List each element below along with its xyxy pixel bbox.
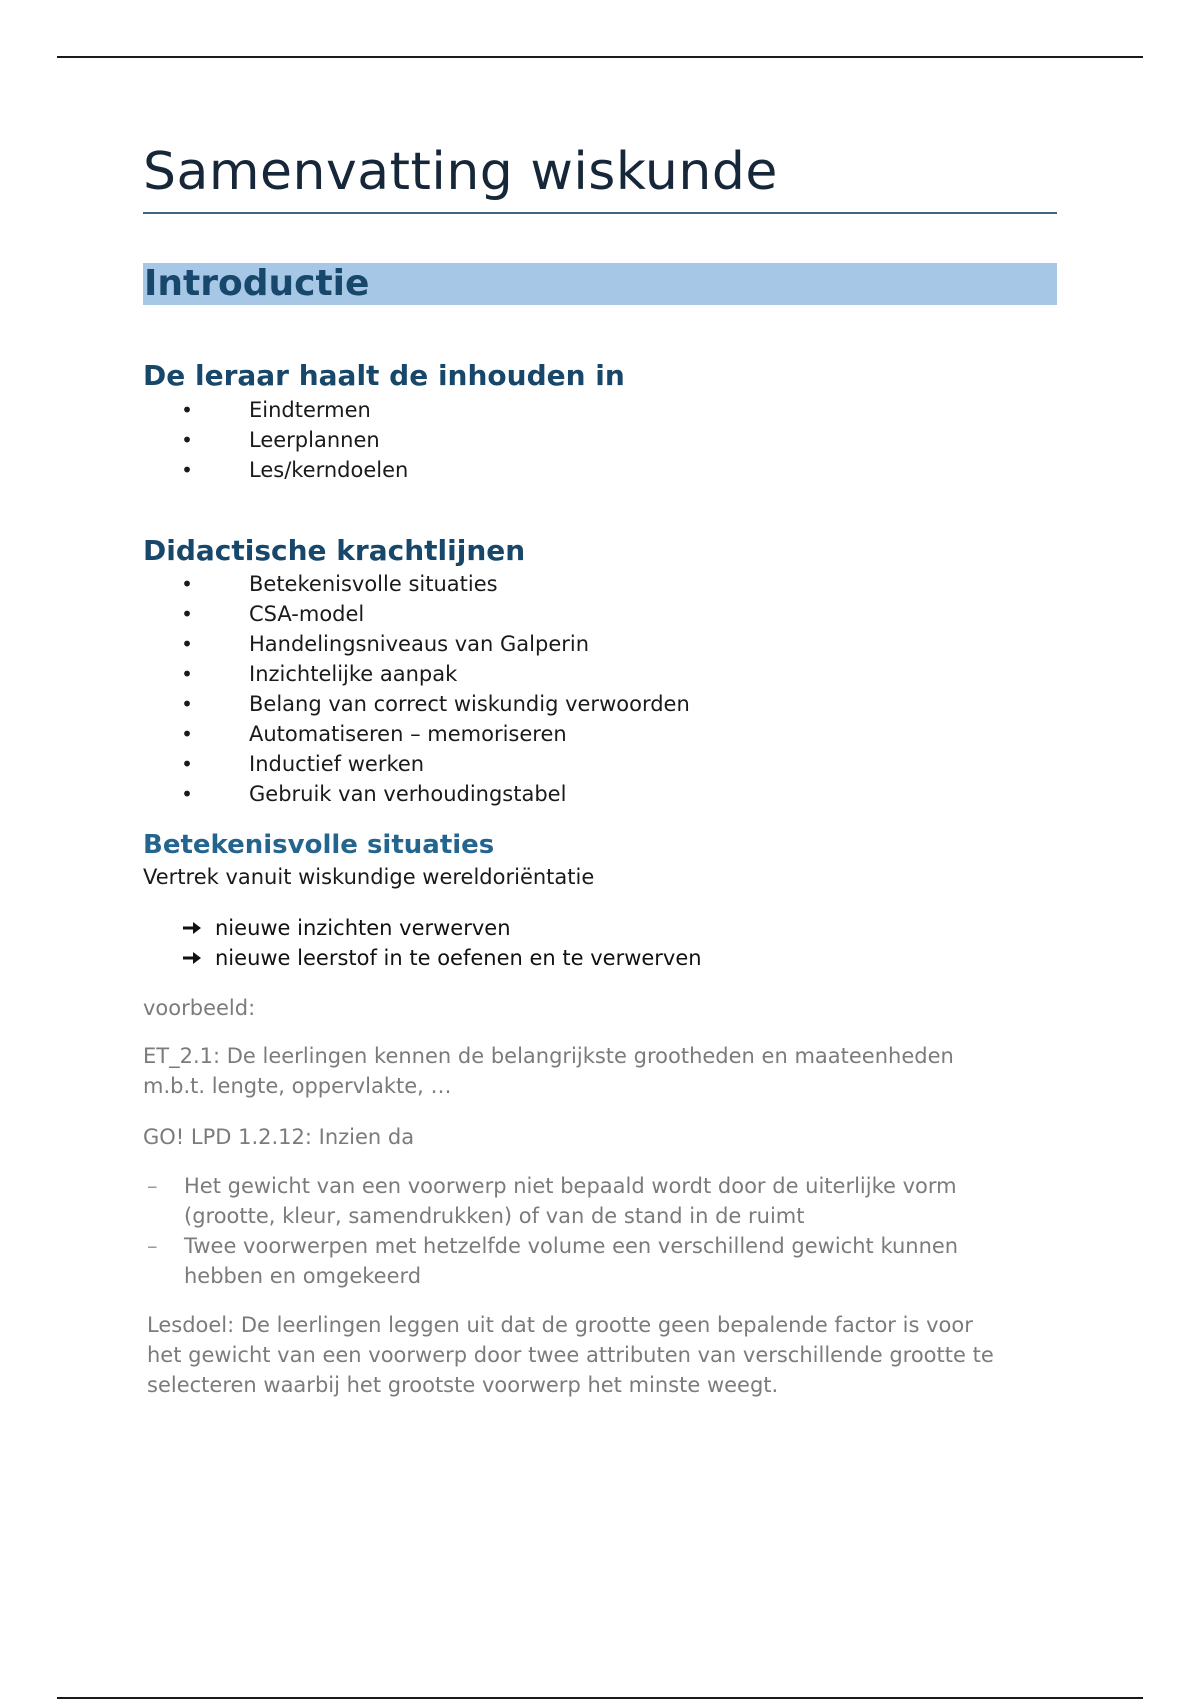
- list-item: [143, 1231, 1057, 1291]
- dash-list: [143, 1171, 1057, 1291]
- list-item-text: Automatiseren – memoriseren: [249, 722, 567, 746]
- section-band-introductie: [143, 263, 1057, 305]
- list-item-text: Les/kerndoelen: [249, 458, 409, 482]
- list-item-text: CSA-model: [249, 602, 365, 626]
- page-top-rule: [57, 56, 1143, 58]
- list-item-text-line: hebben en omgekeerd: [184, 1264, 422, 1288]
- bullet-icon: •: [181, 572, 193, 596]
- go-line: GO! LPD 1.2.12: Inzien da: [143, 1125, 415, 1149]
- heading-krachtlijnen: Didactische krachtlijnen: [143, 534, 526, 567]
- bullet-icon: •: [181, 722, 193, 746]
- list-item-text: Leerplannen: [249, 428, 380, 452]
- bullet-icon: •: [181, 398, 193, 422]
- et-line-1: ET_2.1: De leerlingen kennen de belangrijkste grootheden en maateenheden: [143, 1044, 954, 1068]
- example-label: voorbeeld:: [143, 996, 256, 1020]
- list-item-text: Inzichtelijke aanpak: [249, 662, 458, 686]
- list-item-text: Belang van correct wiskundig verwoorden: [249, 692, 690, 716]
- list-item-text-line: (grootte, kleur, samendrukken) of van de stand in de ruimt: [184, 1204, 805, 1228]
- right-arrow-icon: [181, 948, 203, 968]
- list-item-text: Inductief werken: [249, 752, 425, 776]
- bullet-icon: •: [181, 752, 193, 776]
- list-item-text: Handelingsniveaus van Galperin: [249, 632, 590, 656]
- section-heading: Introductie: [144, 263, 370, 304]
- list-item-text-line: Twee voorwerpen met hetzelfde volume een verschillend gewicht kunnen: [184, 1234, 959, 1258]
- list-item-text: nieuwe inzichten verwerven: [215, 916, 511, 940]
- list-item-text: nieuwe leerstof in te oefenen en te verwerven: [215, 946, 702, 970]
- list-item-text-line: Het gewicht van een voorwerp niet bepaald wordt door de uiterlijke vorm: [184, 1174, 957, 1198]
- document-title: Samenvatting wiskunde: [143, 142, 778, 202]
- bullet-icon: •: [181, 632, 193, 656]
- list-item-text: Betekenisvolle situaties: [249, 572, 498, 596]
- bullet-icon: •: [181, 602, 193, 626]
- bullet-icon: •: [181, 428, 193, 452]
- list-item-text: Gebruik van verhoudingstabel: [249, 782, 567, 806]
- bullet-icon: •: [181, 782, 193, 806]
- title-underline: [143, 212, 1057, 214]
- et-line-2: m.b.t. lengte, oppervlakte, …: [143, 1074, 452, 1098]
- bullet-icon: •: [181, 458, 193, 482]
- page-bottom-rule: [57, 1697, 1143, 1699]
- lesdoel-line-2: het gewicht van een voorwerp door twee attributen van verschillende grootte te: [147, 1343, 994, 1367]
- bullet-icon: •: [181, 692, 193, 716]
- heading-leraar: De leraar haalt de inhouden in: [143, 359, 625, 392]
- intro-text: Vertrek vanuit wiskundige wereldoriëntatie: [143, 865, 595, 889]
- dash-icon: –: [147, 1174, 158, 1198]
- right-arrow-icon: [181, 918, 203, 938]
- lesdoel-line-3: selecteren waarbij het grootste voorwerp het minste weegt.: [147, 1373, 779, 1397]
- dash-icon: –: [147, 1234, 158, 1258]
- list-item: [143, 1171, 1057, 1231]
- list-item-text: Eindtermen: [249, 398, 371, 422]
- lesdoel-line-1: Lesdoel: De leerlingen leggen uit dat de grootte geen bepalende factor is voor: [147, 1313, 973, 1337]
- heading-betekenisvolle-situaties: Betekenisvolle situaties: [143, 830, 495, 860]
- bullet-icon: •: [181, 662, 193, 686]
